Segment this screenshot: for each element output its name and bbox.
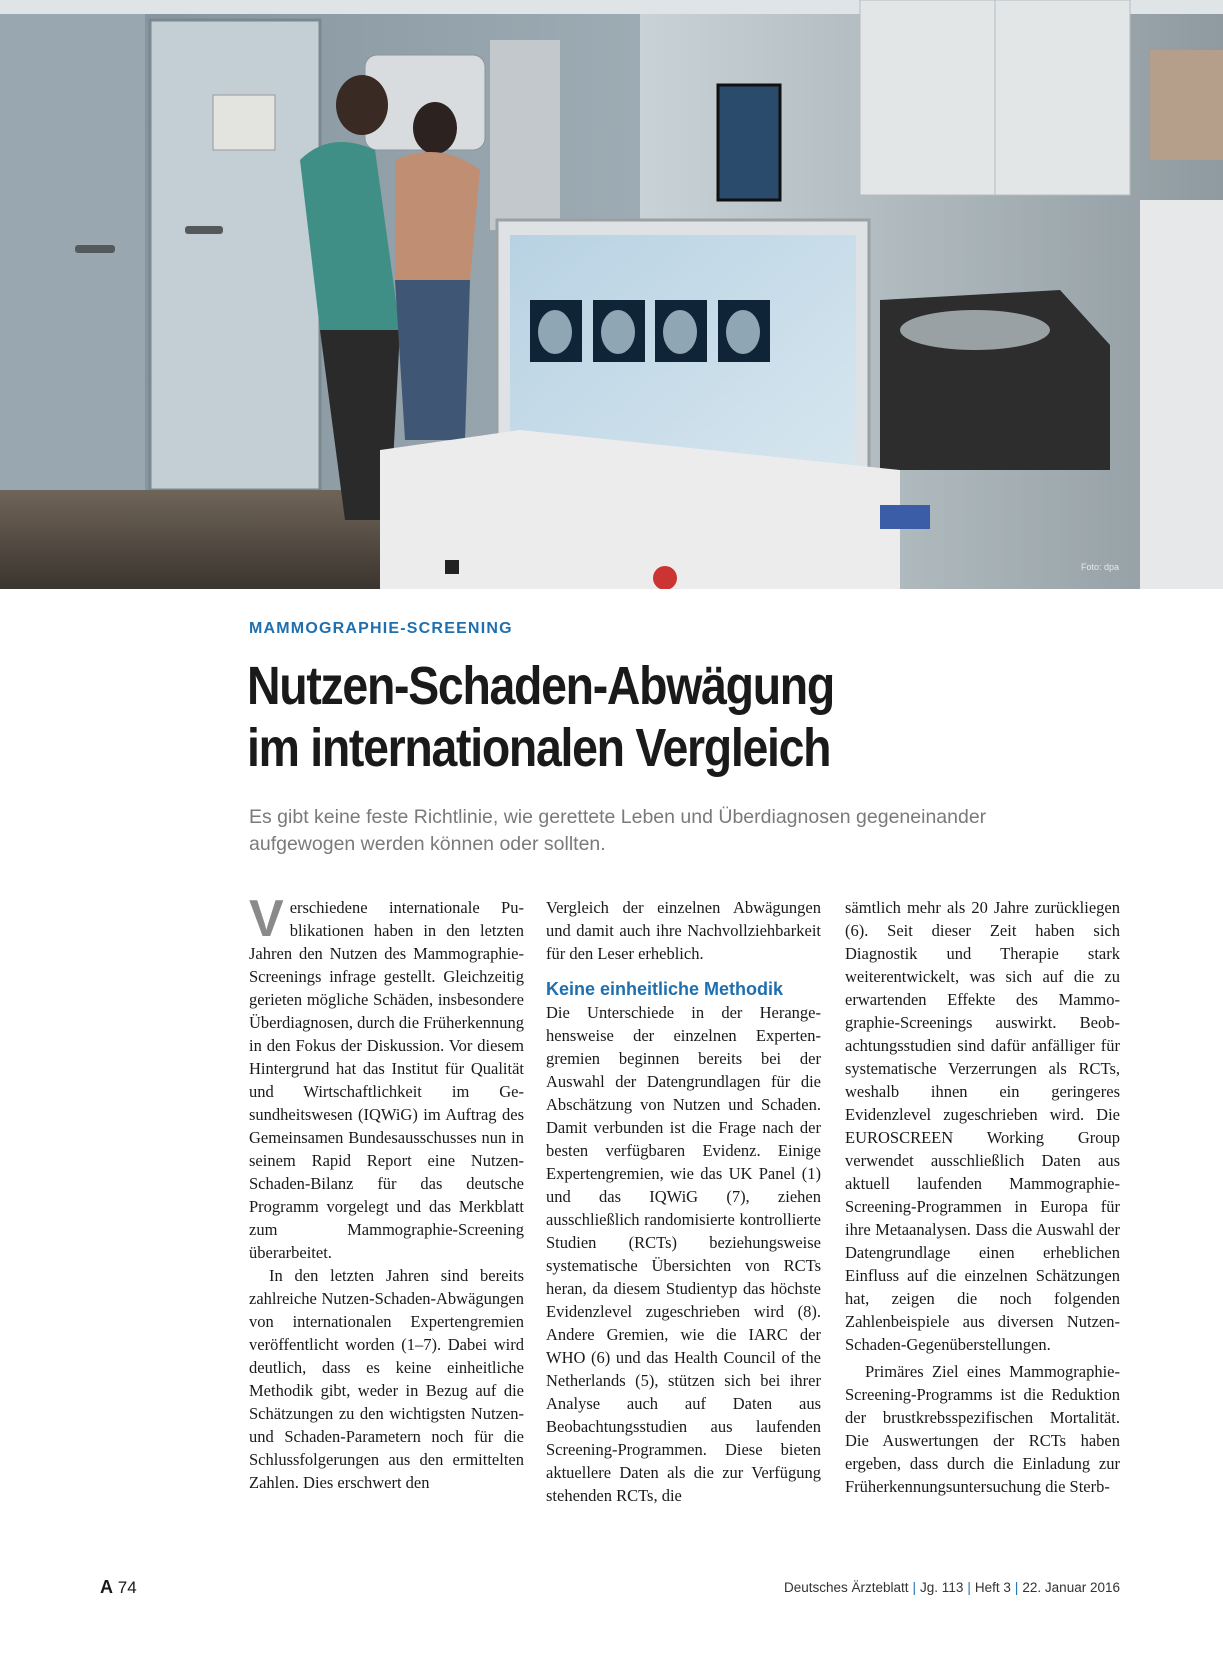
dropcap: V [249, 890, 284, 948]
section-heading: Keine einheitliche Methodik [546, 979, 784, 999]
page-number-value: 74 [117, 1578, 137, 1597]
body-column-3 [845, 896, 1120, 1498]
footer-publication-info [784, 1580, 1120, 1595]
mammography-room-photo [0, 0, 1223, 589]
headline-line-1: Nutzen-Schaden-Abwägung [247, 656, 834, 716]
volume: Jg. 113 [920, 1580, 964, 1595]
article-headline [247, 655, 1004, 779]
paragraph: Die Unterschiede in der Herangehensweise der einzelnen Expertengremien beginnen bereits bei der Auswahl der Datengrundlagen für die Abschätzung von Nutzen und Schaden. Damit verbunden ist die Frage nach der besten verfügbaren Evidenz. Einige Expertengremien, wie das UK Panel (1) und das IQWiG (7), ziehen ausschließlich randomisierte kontrollierte Studien (RCTs) beziehungsweise systematische Übersichten von RCTs heran, da diesem Studientyp das höchste Evidenzlevel zugeschrieben wird (8). Andere Gremien, wie die IARC der WHO (6) und das Health Council of the Netherlands (5), stützen sich bei ihrer Analyse auch auf Daten aus Beobachtungsstudien aus laufenden Screening-Programmen. Diese bieten aktuellere Daten als die zur Verfügung stehenden RCTs, die [546, 1003, 821, 1505]
headline-line-2: im internationalen Vergleich [247, 718, 831, 778]
body-column-2 [546, 896, 821, 1507]
paragraph: In den letzten Jahren sind bereits zahlreiche Nutzen-Schaden-Abwägungen von internationalen Expertengremien veröffentlicht worden (1–7). Dabei wird deutlich, dass es keine einheitliche Methodik gibt, weder in Bezug auf die Schätzungen zu den wichtigsten Nutzen- und Schaden-Parametern noch für die Schlussfolgerungen aus den ermittelten Zahlen. Dies erschwert den [249, 1266, 524, 1492]
header-photo [0, 0, 1223, 589]
body-column-1 [249, 890, 524, 1494]
page-prefix: A [100, 1577, 113, 1597]
article-kicker: MAMMOGRAPHIE-SCREENING [249, 620, 513, 637]
paragraph: sämtlich mehr als 20 Jahre zurückliegen (6). Seit dieser Zeit haben sich Diagnostik und Therapie stark weiterentwickelt, was sich auf die zu erwartenden Effekte des Mammographie-Screenings auswirkt. Beobachtungsstudien sind dafür anfälliger für systematische Verzerrungen als RCTs, weshalb ihnen ein geringeres Evidenzlevel zugeschrieben wird. Die EUROSCREEN Working Group verwendet ausschließlich Daten aus aktuell laufenden Mammographie-Screening-Programmen in Europa für ihre Metaanalysen. Dass die Auswahl der Datengrundlage einen erheblichen Einfluss auf die einzelnen Schätzungen hat, zeigen die noch folgenden Zahlenbeispiele aus diversen Nutzen-Schaden-Gegenüberstellungen. [845, 898, 1120, 1354]
issue: Heft 3 [974, 1580, 1011, 1595]
page-number [100, 1577, 137, 1598]
separator: | [1014, 1580, 1019, 1595]
paragraph: Vergleich der einzelnen Abwägungen und damit auch ihre Nachvollziehbarkeit für den Leser erheblich. [546, 898, 821, 963]
photo-credit: Foto: dpa [1080, 562, 1119, 572]
paragraph [249, 890, 524, 1264]
date: 22. Januar 2016 [1022, 1580, 1120, 1595]
separator: | [912, 1580, 917, 1595]
article-subhead: Es gibt keine feste Richtlinie, wie gerettete Leben und Überdiagnosen gegeneinander aufgewogen werden können oder sollten. [249, 806, 987, 855]
paragraph: Primäres Ziel eines Mammographie-Screening-Programms ist die Reduktion der brustkrebsspezifischen Mortalität. Die Auswertungen der RCTs haben ergeben, dass durch die Einladung zur Früherkennungsuntersuchung die Sterb- [845, 1362, 1120, 1496]
journal-name: Deutsches Ärzteblatt [783, 1580, 909, 1595]
separator: | [967, 1580, 971, 1595]
paragraph-text: erschiedene internationale Publikationen haben in den letzten Jahren den Nutzen des Mammographie-Screenings infrage gestellt. Gleichzeitig gerieten mögliche Schäden, insbesondere Überdiagnosen, durch die Früherkennung in den Fokus der Diskussion. Vor diesem Hintergrund hat das Institut für Qualität und Wirtschaftlichkeit im Gesundheitswesen (IQWiG) im Auftrag des Gemeinsamen Bundesausschusses nun in seinem Rapid Report eine Nutzen-Schaden-Bilanz für das deutsche Programm vorgelegt und das Merkblatt zum Mammographie-Screening überarbeitet. [249, 898, 524, 1262]
